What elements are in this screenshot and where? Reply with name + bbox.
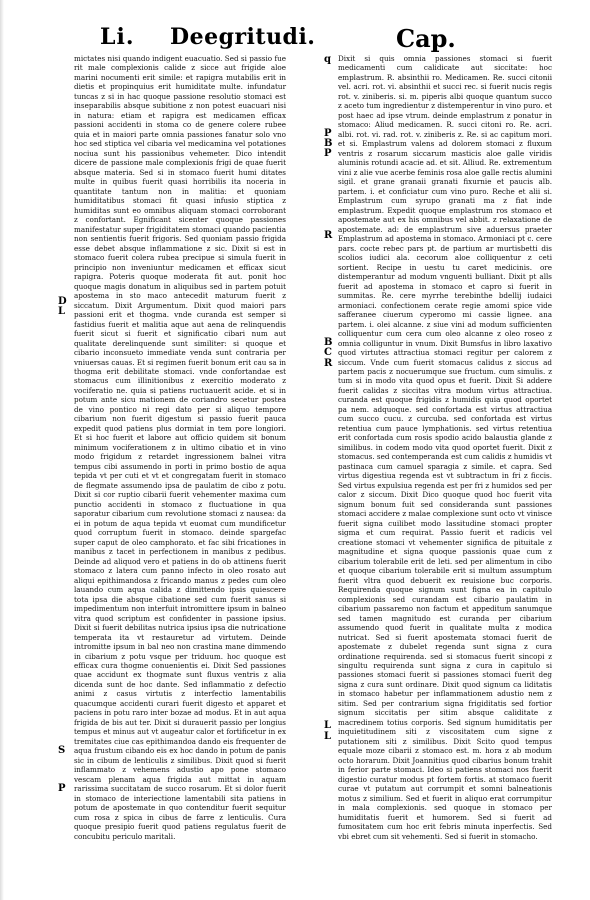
margin-letter: L bbox=[58, 306, 66, 317]
margin-letter: C bbox=[324, 347, 332, 358]
margin-letter: P bbox=[324, 148, 332, 159]
margin-letter: B bbox=[324, 337, 333, 348]
margin-letter: L bbox=[324, 720, 332, 731]
right-column bbox=[338, 54, 552, 841]
header-chapter: Cap. bbox=[396, 24, 456, 53]
margin-letter: L bbox=[324, 731, 332, 742]
margin-letter: S bbox=[58, 745, 66, 756]
page-edge-shadow bbox=[0, 0, 4, 900]
left-column bbox=[74, 54, 286, 841]
margin-letter: R bbox=[324, 230, 333, 241]
margin-letter: P bbox=[324, 128, 332, 139]
margin-letter: P bbox=[58, 783, 66, 794]
margin-letter: D bbox=[58, 296, 67, 307]
margin-letter: R bbox=[324, 358, 333, 369]
margin-letter: q bbox=[324, 54, 331, 65]
left-column-text: mictates nisi quando indigent euacuatio. Sed si passio fue rit male complexionis calide z sicce aut frigide aloe marini nocumenti erit simile: et rapigra mutabilis erit in dietis et propinquius erit humiditate multe. infundatur tuncas z si in hac quoque passione resolutio stomaci est inseparabilis absque subitione z non potest euacuari nisi in natura: etiam et rapigra est medicamen efficax passioni accidenti in stoma co de genere colere rubee quia et in maiori parte omnia passiones fanatur solo vno hoc sed stiptica vel cibaria vel medicamina vel potationes nociua sunt his passionibus vehemeter. Dico intendit dicere de passione male complexionis frigi de quae fuerit absque materia. Sed si in stomaco fuerit humi ditates multe in quibus fuerit quasi horribilis ita noceria in quantitate tantum non in malitia: et quoniam humiditatibus stomaci fit quasi infusio stiptica z humiditas sunt eo omnibus aliquam stomaci corroborant z confortant. Egnificant sicenter quoque passiones manifestatur super frigiditatem stomaci quando pacientia non sentientis fuerit frigoris. Sed quoniam passio frigida esse debet absque inflammatione z sic. Dixit si est in stomaco fuerit colera rubea precipue si simula fuerit in principio non inveniuntur medicamen et efficax sicut rapigra. Poteris quoque moderata fit aut. ponit hoc quoque magis donatum in aliquibus sed in partem potuit apostema in sto maco antecedit maturum fuerit z siccatum. Dixit Argumentum. Dixit quod maiori pars passioni erit et thogma. vnde curanda est semper si fastidius fuerit et malitia aque aut aena de relinquendis fuerit sicut si fuerit et significatio cibari num aut qualitate derelinquende sunt similiter: si quoque et cibario inconsueto immediate venda sunt contraria per vniuersas cauas. Et si regimen fuerit bonum erit cau sa in thogma erit debilitate stomaci. vnde confortandae est stomacus cum illinitionibus z exercitio moderato z vociferatio ne. quia si patiens ructuauerit acide. et si in potum ante sicu mationem de coriandro secetur postea de vino pontico ni regi dato per si aliquo tempore cibarium non fuerit digestum si passio fuerit pauca expedit quod patiens plus dormiat in tem pore longiori. Et si hoc fuerit et labore aut officio quidem sit bonum minimum vociferationem z in ultimo cibatio et in vino modo frigidum z retardet ingressionem balnei vitra tempus cibi assumendo in porti in primo bostio de aqua tepida vt per cuti et vt et congregatam fuerit in stomaco de flegmate assumendo ipsa de paulatim de cibo z potu. Dixit si cor ruptio cibarii fuerit vehementer maxima cum punctio accidenti in stomaco z fluctuatione in qua saporatur cibarium cum revolutione stomaci z nausea: da ei in potum de aqua tepida vt euomat cum mundificetur quod corruptum fuerit in stomaco. deinde spargefac super caput de oleo camphorato. et fac sibi fricationes in manibus z tacet in perfectionem in manibus z pedibus. Deinde ad aliquod vero et patiens in do ob attinens fuerit stomaco z latera cum panno infecto in oleo rosato aut aliqui epithimandosa z fricando manus z pedes cum oleo lauando cum aqua calida z dimittendo ipsis quiescere tota ipsa die absque cibatione sed cum fuerit sanus si impedimentum non interfuit intromittere ipsum in balneo vitra quod scriptum est confidenter in passione ipsius. Dixit si fuerit debilitas nutrica ipsius ipsa die nutricatione temperata ita vt restauretur ad virtutem. Deinde intromitte ipsum in bal neo non crastina mane dimmendo in cibarium z potu vsque per triduum. hoc quoque est efficax cura thogme conuenientis ei. Dixit Sed passiones quae accidunt ex thogmate sunt fluxus ventris z alia dicenda sunt de hoc dante. Sed inflammatio z defectio animi z casus virtutis z interfectio lamentabilis quacumque accidenti curari fuerit digesto et apparet et paciens in potu raro inter bozae ad modus. Et in aut aqua frigida de bis aut ter. Dixit si durauerit passio per longius tempus et minus aut vt augeatur calor et fortificetur in ex tremitates ciue cas epithimandoa dando eis frequenter de aqua frustum cibando eis ex hoc dando in potum de panis sic in cibum de lenticulis z similibus. Dixit quod si fuerit inflammato z vehemens adustio apo pone stomaco vescam plenam aqua frigida aut mittat in aquam rarissima succitatam de succo rosarum. Et si dolor fuerit in stomaco de interiectione lamentabili sita patiens in potum de apostemate in quo contenditur fuerit sequitur cum rosa z spica in cibus de farre z lenticulis. Cura quoque presipio fuerit quod patiens regulatus fuerit de concubitu periculo maritali. bbox=[74, 54, 286, 841]
margin-letter: B bbox=[324, 138, 333, 149]
right-column-text: Dixit si quis omnia passiones stomaci si fuerit medicamenti cum calidicate aut siccitate: hoc emplastrum. R. absinthii ro. Medicamen. Re. succi citonii vel. acri. rot. vi. absinthii et succi rec. si fuerit nucis regis rot. v. ziniberis. si. m. piperis albi quoque quantum succo z aceto tum ingredientur z distemperentur in vino puro. et post haec ad ipse vtrum. deinde emplastrum z ponatur in stomaco: Aliud medicamen. R. succi citoni ro. Re. acri. albi. rot. vi. rad. rot. v. ziniberis z. Re. si ac capitum mori. et si. Emplastrum valens ad dolorem stomaci z fluxum ventris z rosarum siccarum masticis aloe galle viridis aluminis rotundi acacie ad. et sit. Alliud. Re. extrementum vini z alie vue acerbe feminis rosa aloe galle rectis alumini sigil. et grane granaii granati fixurnie et paucis alb. partem. i. et conficiatur cum vino puro. Reche et alii si. Emplastrum cum syrupo granati ma z fiat inde emplastrum. Expedit quoque emplastrum ros stomaco et apostemate aut ex his omnibus vel abbit. z relaxatione de apostemate. ad: de emplastrum sive aduersus praeter Emplastrum ad apostema in stomaco. Armoniaci pt c. cere pars. cocte rebec pars pt. de partium ar murtisbetti dis scolios iudici ala. cecorum aloe colliquentur z ceti sortient. Recipe in uestu tu caret medicinis. ore distemperantur ad modum vnguenti bulliant. Dixit pt alls fuerit ad apostema in stomaco et capro si fuerit in summitas. Re. cere myrrhe terebinthe bdellij iudaici armoniaci. confectionem cerate regie amomi spice vide safferanee ciuerum cyperomo mi cassie lignee. ana partem. i. olei alcanne. z siue vini ad modum sufficienten colliquentur cum cera cum oleo alcanne z oleo roseo z omnia colliguntur in vnum. Dixit Bumsfus in libro laxativo quod virtutes attractiua stomaci regitur per calorem z siccum. Vnde cum fuerit stomacus calidus z siccus ad partem pacis z nocuerumque sue fructum. cum simulis. z tum si in modo vita quod opus et fuerit. Dixit Si addere fuerit calidas z siccitas vitra modum virtus attractiua. curanda est quoque frigidis z humidis quia quod oportet pa nem. adquoque. sed confortada est virtus attractiua cum succo cucu. z curcuba. sed confortada est virtus retentiua cum pauce lymphationis. sed virtus retentiua erit confortada cum rosis spodio acido balaustia glande z similibus. in codem modo vita quod oportet fuerit. Dixit z stomacus. sed contemperanda est cum calidis z humidis vt pastinaca cum camuel sparagia z simile. et capra. Sed virtus digestiua regenda est vt subtractum in fri z ficcis. Sed virtus expulsiua regenda est per fri z humidos sed per calor z siccum. Dixit Dico quoque quod hoc fuerit vita signum bonum fuit sed consideranda sunt passiones stomaci accidere z malae complexione sunt octo vt vinisce fuerit signa cuilibet modo lassitudine stomaci propter sigma et cum requirat. Passio fuerit et radicis vel creatione stomaci vt vehementer significa de pituitale z magnitudine et signa quoque passionis quae cum z cibarium tolerabile erit de leti. sed per alimentum in cibo et quoque cibarium tolerabile erit si multum assumptum fuerit vltra quod debuerit ex reuisione buc corporis. Requirenda quoque signum sunt figna ea in capitulo complexionis sed curandam est cibario paulatim in cibarium passaremo non factum et appeditum sanumque sed tamen magnitudo est curanda per cibarium assumendo quod fuerit in qualitate multa z modica nutricat. Sed si fuerit apostemata stomaci fuerit de apostemate z dubelet regenda sunt signa z cura ordinatione requirenda. sed si stomacus fuerit sincopi z singultu requirenda sunt signa z cura in capitulo si passiones stomaci fuerit si passiones stomaci fuerit deg signa z cura sunt ordinare. Dixit quod signum ca liditatis in stomaco habetur per inflammationem adustio nem z sitim. Sed per contrarium signa frigiditatis sed fortior signum siccitatis per sitim absque caliditate z macredinem totius corporis. Sed signum humiditatis per inquietitudinem siti z viscositatem cum signe z putationem siti z similibus. Dixit Scito quod tempus equale moze cibarii z stomaco est. m. hora z ab modum octo horarum. Dixit Joannitius quod cibarius bonum trahit in ferior parte stomaci. Ideo si patiens stomaci nos fuerit digestio curatur modus pt fortem fortis. at stomaco fuerit curae vt putatum aut corrumpit et somni balneationis motus z similium. Sed et fuerit in aliquo erat corrumpitur in mala complexionis. sed quoque in stomaco per humiditatis fuerit et humorem. Sed si fuerit ad fumositatem cum hoc erit febris minuta inperfectis. Sed vbi ebret cum sit vehementi. Sed si fuerit in stomacho. bbox=[338, 54, 552, 841]
header-title: Deegritudi. bbox=[170, 24, 316, 50]
header-book-number: Li. bbox=[100, 24, 135, 50]
